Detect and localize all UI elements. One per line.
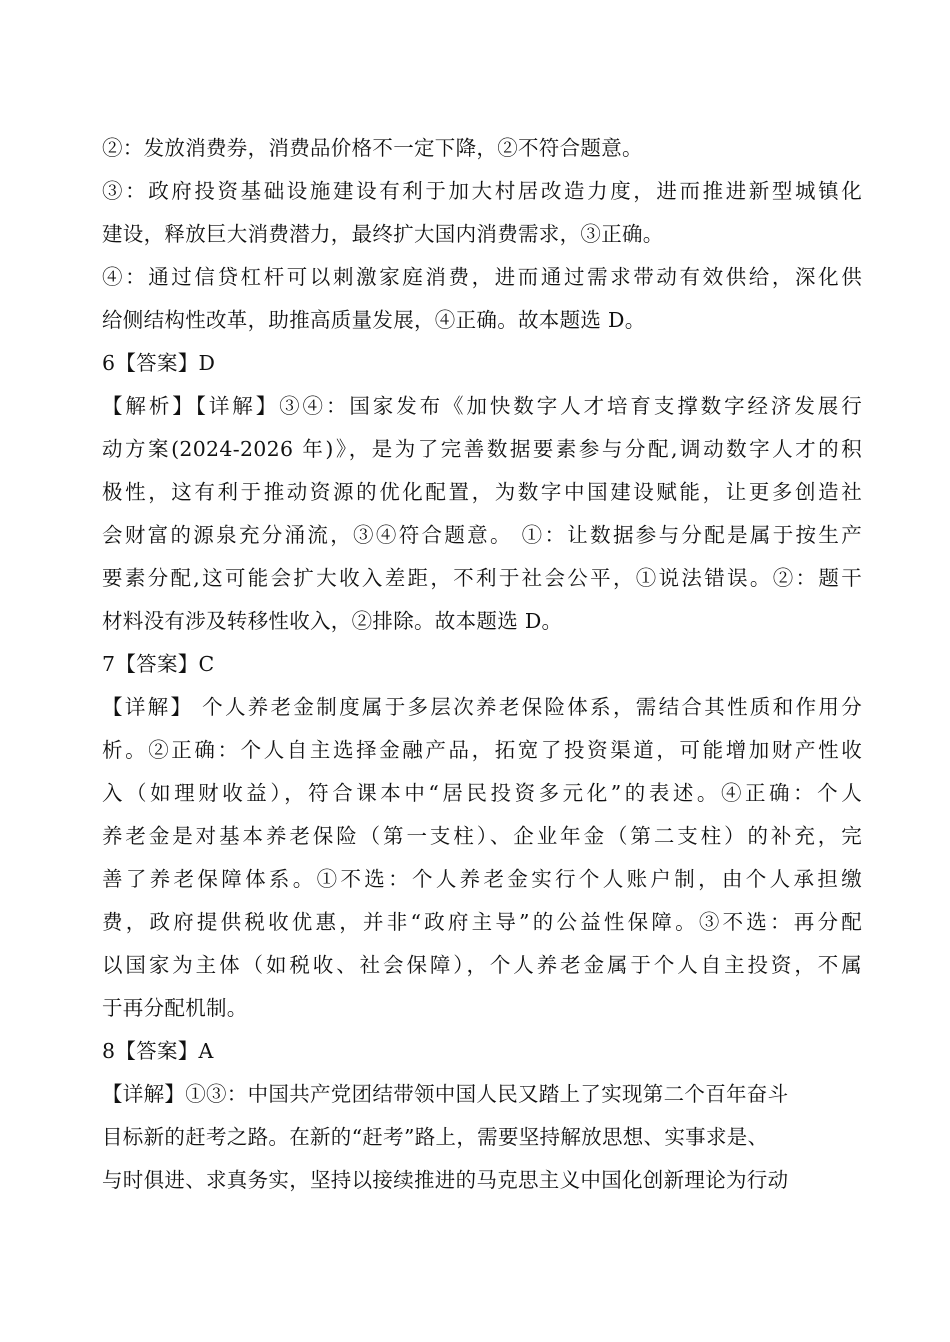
- answer-heading: 8【答案】A: [102, 1039, 214, 1063]
- text-line: 动方案(2024-2026 年)》，是为了完善数据要素参与分配,调动数字人才的积: [102, 437, 862, 461]
- answer-heading: 7【答案】C: [102, 652, 215, 676]
- text-line: 以国家为主体（如税收、社会保障），个人养老金属于个人自主投资，不属: [102, 953, 862, 977]
- text-line: 【详解】①③：中国共产党团结带领中国人民又踏上了实现第二个百年奋斗: [102, 1082, 789, 1106]
- text-line: 给侧结构性改革，助推高质量发展，④正确。故本题选 D。: [102, 308, 646, 332]
- text-line: ③：政府投资基础设施建设有利于加大村居改造力度，进而推进新型城镇化: [102, 179, 862, 203]
- text-line: 会财富的源泉充分涌流，③④符合题意。 ①：让数据参与分配是属于按生产: [102, 523, 862, 547]
- text-line: 材料没有涉及转移性收入，②排除。故本题选 D。: [102, 609, 563, 633]
- text-line: 析。②正确：个人自主选择金融产品，拓宽了投资渠道，可能增加财产性收: [102, 738, 862, 762]
- text-line: 养老金是对基本养老保险（第一支柱）、企业年金（第二支柱）的补充，完: [102, 824, 862, 848]
- text-line: 入（如理财收益），符合课本中“居民投资多元化”的表述。④正确：个人: [102, 781, 862, 805]
- answer-heading: 6【答案】D: [102, 351, 216, 375]
- text-line: 【详解】 个人养老金制度属于多层次养老保险体系，需结合其性质和作用分: [102, 695, 862, 719]
- text-line: ②：发放消费券，消费品价格不一定下降，②不符合题意。: [102, 136, 643, 160]
- text-line: 建设，释放巨大消费潜力，最终扩大国内消费需求，③正确。: [102, 222, 664, 246]
- text-line: 目标新的赶考之路。在新的“赶考”路上，需要坚持解放思想、实事求是、: [102, 1125, 769, 1149]
- text-line: 极性，这有利于推动资源的优化配置，为数字中国建设赋能，让更多创造社: [102, 480, 862, 504]
- text-line: 与时俱进、求真务实，坚持以接续推进的马克思主义中国化创新理论为行动: [102, 1168, 789, 1192]
- text-line: ④：通过信贷杠杆可以刺激家庭消费，进而通过需求带动有效供给，深化供: [102, 265, 862, 289]
- text-line: 【解析】【详解】③④：国家发布《加快数字人才培育支撑数字经济发展行: [102, 394, 862, 418]
- text-line: 于再分配机制。: [102, 996, 248, 1020]
- text-line: 要素分配,这可能会扩大收入差距，不利于社会公平，①说法错误。②：题干: [102, 566, 862, 590]
- text-line: 善了养老保障体系。①不选：个人养老金实行个人账户制，由个人承担缴: [102, 867, 862, 891]
- text-line: 费，政府提供税收优惠，并非“政府主导”的公益性保障。③不选：再分配: [102, 910, 862, 934]
